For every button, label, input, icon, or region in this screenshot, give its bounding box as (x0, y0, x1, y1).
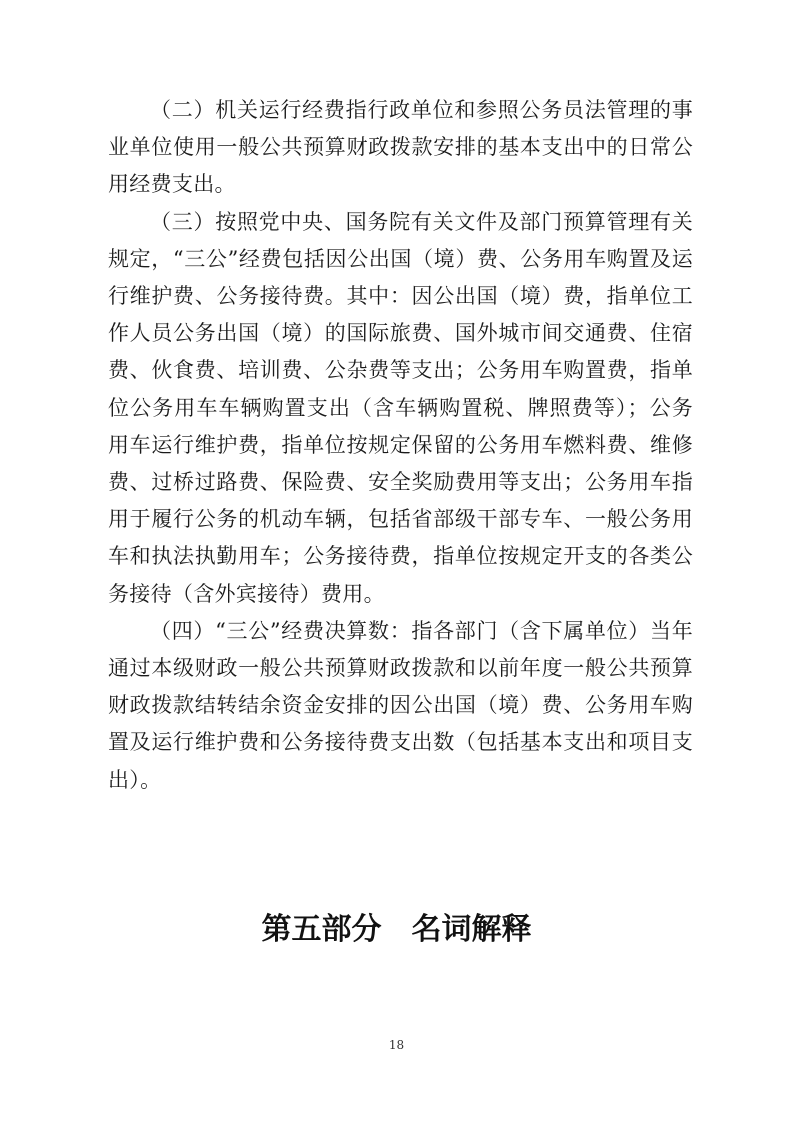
section-title: 第五部分 名词解释 (261, 912, 532, 947)
document-body (108, 92, 693, 799)
paragraph-three-public-expenses: （三）按照党中央、国务院有关文件及部门预算管理有关规定，“三公”经费包括因公出国（境）费、公务用车购置及运行维护费、公务接待费。其中：因公出国（境）费，指单位工作人员公务出国（境）的国际旅费、国外城市间交通费、住宿费、伙食费、培训费、公杂费等支出；公务用车购置费，指单位公务用车车辆购置支出（含车辆购置税、牌照费等）；公务用车运行维护费，指单位按规定保留的公务用车燃料费、维修费、过桥过路费、保险费、安全奖励费用等支出；公务用车指用于履行公务的机动车辆，包括省部级干部专车、一般公务用车和执法执勤用车；公务接待费，指单位按规定开支的各类公务接待（含外宾接待）费用。 (108, 209, 693, 606)
paragraph-operating-expenses: （二）机关运行经费指行政单位和参照公务员法管理的事业单位使用一般公共预算财政拨款安排的基本支出中的日常公用经费支出。 (108, 98, 693, 197)
paragraph-three-public-final-accounts: （四）“三公”经费决算数：指各部门（含下属单位）当年通过本级财政一般公共预算财政拨款和以前年度一般公共预算财政拨款结转结余资金安排的因公出国（境）费、公务用车购置及运行维护费和公务接待费支出数（包括基本支出和项目支出）。 (108, 618, 693, 792)
page-number: 18 (388, 1038, 405, 1052)
